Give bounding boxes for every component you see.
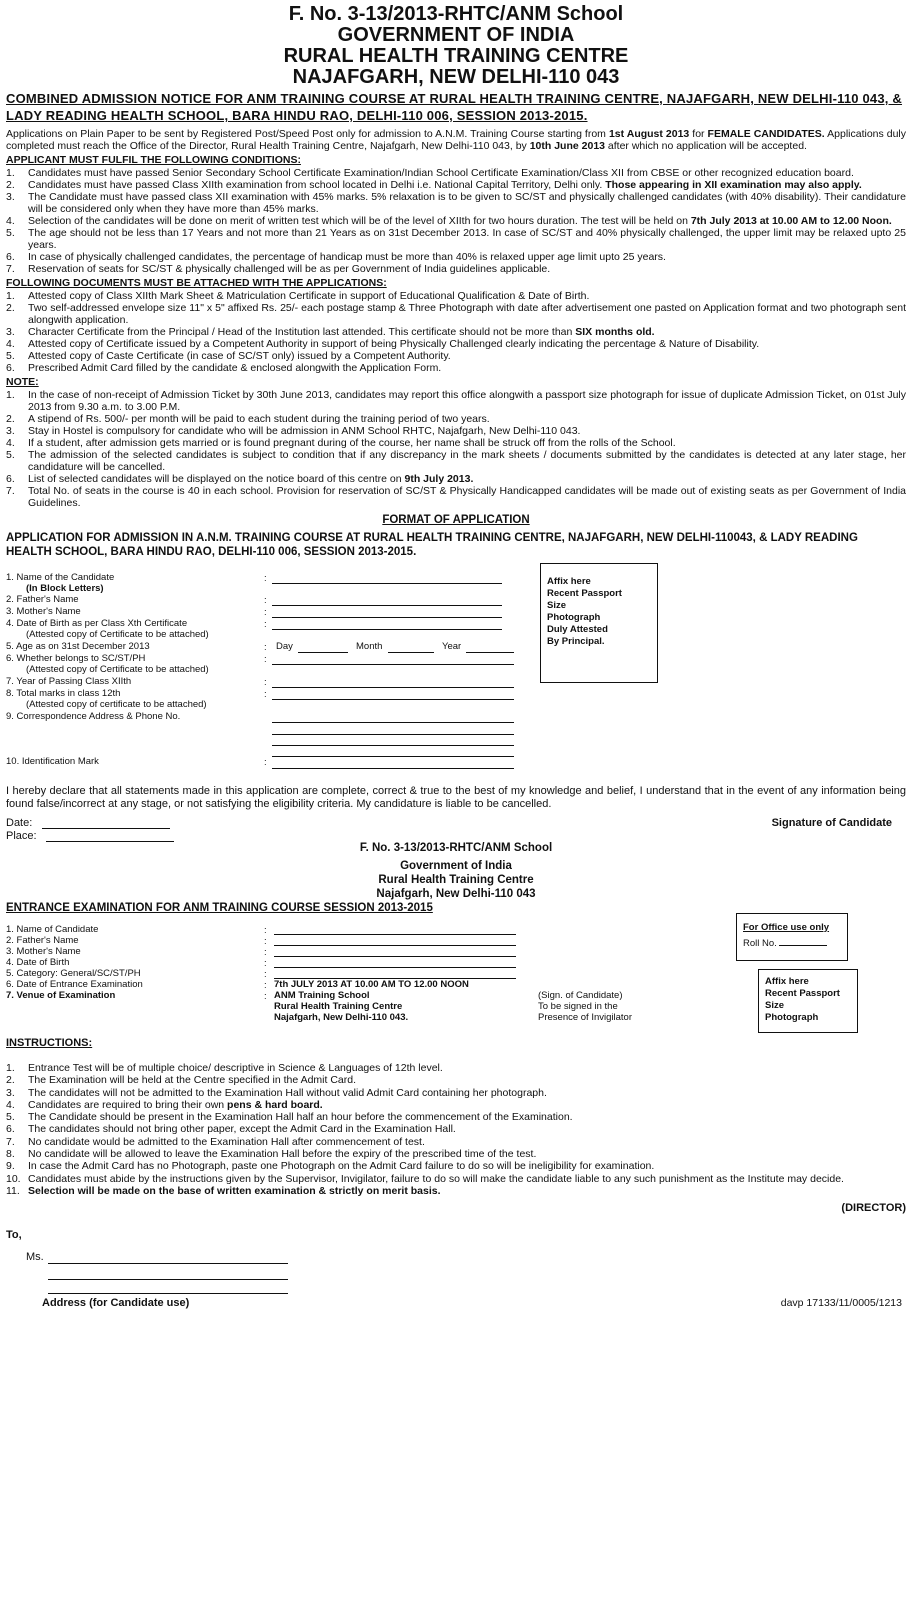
colon: : (264, 619, 267, 630)
intro-deadline: 10th June 2013 (529, 140, 605, 152)
photo-box-text (547, 576, 651, 648)
admit-field-label: 6. Date of Entrance Examination (6, 979, 143, 990)
field-label: 1. Name of the Candidate (6, 572, 115, 583)
admit-photo-box-line: Photograph (765, 1012, 819, 1023)
year-passing-input-line[interactable] (272, 687, 514, 688)
item-number: 3. (6, 425, 15, 437)
place-heading: NAJAFGARH, NEW DELHI-110 043 (292, 66, 620, 88)
admit-field-label: 2. Father's Name (6, 935, 79, 946)
admit-photo-box-line: Affix here (765, 976, 809, 987)
candidate-sign-label: (Sign. of Candidate) (538, 990, 623, 1001)
date-input-line[interactable] (42, 828, 170, 829)
notice-title: COMBINED ADMISSION NOTICE FOR ANM TRAINING COURSE AT RURAL HEALTH TRAINING CENTRE, NAJAFGARH, NEW DELHI-110 043, & LADY READING HEALTH SCHOOL, BARA HINDU RAO, DELHI-110 006, SESSION 2013-2015. (6, 91, 903, 123)
item-text: In the case of non-receipt of Admission Ticket by 30th June 2013, candidates may report this office alongwith a passport size photograph for issue of duplicate Admission Ticket, on 01st July 2013 from 9.30 a.m. to 3.00 P.M. (28, 389, 906, 413)
identification-input-line[interactable] (272, 768, 514, 769)
address-input-line[interactable] (272, 734, 514, 735)
colon: : (264, 677, 267, 688)
field-label: 2. Father's Name (6, 594, 79, 605)
field-label: 10. Identification Mark (6, 756, 99, 767)
intro-text: for (689, 128, 708, 140)
admit-field-label: 7. Venue of Examination (6, 990, 116, 1001)
item-text: Candidates are required to bring their own (28, 1098, 228, 1111)
colon: : (264, 573, 267, 584)
field-label: (Attested copy of certificate to be attached) (26, 699, 207, 710)
admit-place: Najafgarh, New Delhi-110 043 (376, 888, 536, 900)
address-input-line[interactable] (272, 756, 514, 757)
item-text: Attested copy of Class XIIth Mark Sheet & Matriculation Certificate in support of Educational Qualification & Date of Birth. (28, 290, 590, 302)
list-item (6, 215, 906, 227)
list-item (6, 1160, 906, 1172)
office-use-box (736, 913, 848, 961)
format-heading: FORMAT OF APPLICATION (382, 514, 530, 526)
venue-line: Najafgarh, New Delhi-110 043. (274, 1012, 409, 1023)
place-label: Place: (6, 830, 37, 842)
notice-page (6, 4, 906, 1309)
admit-field-label: 4. Date of Birth (6, 957, 70, 968)
intro-text: after which no application will be accepted. (605, 140, 807, 152)
list-item (6, 338, 906, 350)
documents-list (6, 290, 906, 374)
admit-dob-line[interactable] (274, 967, 516, 968)
director-label: (DIRECTOR) (841, 1202, 906, 1215)
day-input-line[interactable] (298, 652, 348, 653)
list-item (6, 167, 906, 179)
address-block (6, 1229, 906, 1309)
field-label: (Attested copy of Certificate to be attached) (26, 664, 209, 675)
field-label: (In Block Letters) (26, 583, 104, 594)
roll-no-label: Roll No. (743, 938, 777, 949)
admit-centre: Rural Health Training Centre (378, 874, 534, 886)
instructions-list (6, 1062, 906, 1197)
item-text: No candidate will be allowed to leave the Examination Hall before the expiry of the prescribed time of the test. (28, 1148, 537, 1161)
list-item (6, 389, 906, 413)
intro-text: Applications on Plain Paper to be sent by Registered Post/Speed Post only for admission to A.N.M. Training Course starting from (6, 128, 609, 140)
item-text: Selection of the candidates will be done on merit of written test which will be of the level of XIIth for two hours duration. The test will be held on (28, 215, 691, 227)
list-item (6, 302, 906, 326)
list-item (6, 473, 906, 485)
item-bold-text: 7th July 2013 at 10.00 AM to 12.00 Noon. (690, 215, 892, 227)
photo-box-line: Duly Attested (547, 624, 608, 635)
field-label: 3. Mother's Name (6, 606, 81, 617)
photo-box (540, 563, 658, 683)
item-text: No candidate would be admitted to the Examination Hall after commencement of test. (28, 1135, 425, 1148)
item-text: The Candidate must have passed class XII examination with 45% marks. 5% relaxation is to be given to SC/ST and physically challenged candidates (with 40% disability). Their candidature will be considered only when they have more than 45% marks. (28, 191, 906, 215)
item-number: 2. (6, 413, 15, 425)
year-input-line[interactable] (466, 652, 514, 653)
photo-box-line: Affix here (547, 576, 591, 587)
documents-heading: FOLLOWING DOCUMENTS MUST BE ATTACHED WITH THE APPLICATIONS: (6, 277, 387, 289)
item-bold-text: Selection will be made on the base of written examination & strictly on merit basis. (28, 1184, 441, 1197)
colon: : (264, 595, 267, 606)
item-number: 1. (6, 389, 15, 401)
item-text: The candidates should not bring other paper, except the Admit Card in the Examination Hall. (28, 1123, 456, 1136)
centre-heading: RURAL HEALTH TRAINING CENTRE (283, 45, 629, 67)
intro-text: Applications duly completed must reach the Office of the Director, Rural Health Training Centre, Najafgarh, New Delhi-110 043, by (6, 128, 907, 152)
item-number: 5. (6, 1111, 15, 1124)
date-place-block (6, 817, 906, 847)
item-text: Prescribed Admit Card filled by the candidate & enclosed alongwith the Application Form. (28, 362, 442, 374)
item-text: In case the Admit Card has no Photograph, paste one Photograph on the Admit Card failure to do so will be ineligibility for examination. (28, 1160, 655, 1173)
marks-input-line[interactable] (272, 699, 514, 700)
item-number: 6. (6, 473, 15, 485)
item-text: Character Certificate from the Principal / Head of the Institution last attended. This certificate should not be more than (28, 326, 576, 338)
declaration: I hereby declare that all statements made in this application are complete, correct & true to the best of my knowledge and belief, I understand that in the event of any information being found false/incorrect at any stage, or not satisfying the eligibility criteria. My candidature is liable to be cancelled. (6, 785, 906, 810)
item-text: Two self-addressed envelope size 11" x 5" affixed Rs. 25/- each postage stamp & Three Photograph with date after advertisement one pasted on Application format and two photograph sent alongwith application. (28, 302, 906, 326)
month-input-line[interactable] (388, 652, 434, 653)
list-item (6, 1087, 906, 1099)
admit-photo-box-line: Recent Passport (765, 988, 840, 999)
item-number: 2. (6, 1074, 15, 1087)
davp-code: davp 17133/11/0005/1213 (780, 1297, 902, 1310)
address-input-line[interactable] (272, 722, 514, 723)
colon: : (264, 969, 267, 980)
photo-box-line: Size (547, 600, 567, 611)
admit-photo-text (765, 976, 851, 1024)
item-number: 10. (6, 1172, 21, 1185)
note-heading: NOTE: (6, 376, 39, 388)
colon: : (264, 947, 267, 958)
item-text: The age should not be less than 17 Years and not more than 21 Years as on 31st December 2013. In case of SC/ST and 40% physically challenged, the upper limit may be relaxed upto 25 years. (28, 227, 906, 251)
list-item (6, 1074, 906, 1086)
item-number: 1. (6, 290, 15, 302)
colon: : (264, 689, 267, 700)
mother-input-line[interactable] (272, 617, 502, 618)
colon: : (264, 991, 267, 1002)
item-bold-text: SIX months old. (575, 326, 655, 338)
field-label: 7. Year of Passing Class XIIth (6, 676, 132, 687)
list-item (6, 1111, 906, 1123)
venue-line: Rural Health Training Centre (274, 1001, 403, 1012)
list-item (6, 290, 906, 302)
day-label: Day (276, 641, 293, 652)
admit-title: ENTRANCE EXAMINATION FOR ANM TRAINING COURSE SESSION 2013-2015 (6, 902, 433, 914)
instructions-heading: INSTRUCTIONS: (6, 1037, 93, 1049)
list-item (6, 350, 906, 362)
address-line[interactable] (48, 1279, 288, 1280)
item-text: Attested copy of Certificate issued by a Competent Authority in support of being Physically Challenged clearly indicating the percentage & Nature of Disability. (28, 338, 760, 350)
item-text: The admission of the selected candidates is subject to condition that if any discrepancy in the mark sheets / documents submitted by the candidates is detected at any later stage, her candidature will be cancelled. (28, 449, 906, 473)
intro-start-date: 1st August 2013 (608, 128, 690, 140)
item-number: 4. (6, 437, 15, 449)
category-input-line[interactable] (272, 664, 514, 665)
address-input-line[interactable] (272, 745, 514, 746)
colon: : (264, 958, 267, 969)
intro-female: FEMALE CANDIDATES. (707, 128, 825, 140)
item-text: Candidates must abide by the instructions given by the Supervisor, Invigilator, failure to do so will make the candidate liable to any such punishment as the Institute may decide. (28, 1172, 844, 1185)
admit-photo-box (758, 969, 858, 1033)
month-label: Month (356, 641, 383, 652)
item-text: In case of physically challenged candidates, the percentage of handicap must be more than 40% is relaxed upper age limit upto 25 years. (28, 251, 666, 263)
item-number: 3. (6, 191, 15, 203)
list-item (6, 251, 906, 263)
item-number: 7. (6, 1135, 15, 1148)
list-item (6, 191, 906, 215)
note-list (6, 389, 906, 509)
list-item (6, 326, 906, 338)
admit-mother-line[interactable] (274, 956, 516, 957)
to-label: To, (6, 1229, 22, 1242)
list-item (6, 227, 906, 251)
admit-gov: Government of India (400, 860, 512, 872)
item-number: 3. (6, 326, 15, 338)
item-number: 6. (6, 362, 15, 374)
list-item (6, 362, 906, 374)
list-item (6, 1148, 906, 1160)
colon: : (264, 980, 267, 991)
address-line[interactable] (48, 1263, 288, 1264)
father-input-line[interactable] (272, 605, 502, 606)
colon: : (264, 607, 267, 618)
item-number: 6. (6, 1123, 15, 1136)
name-input-line[interactable] (272, 583, 502, 584)
list-item (6, 485, 906, 509)
photo-box-line: Recent Passport (547, 588, 622, 599)
item-text: Stay in Hostel is compulsory for candidate who will be admission in ANM School RHTC, Najafgarh, New Delhi-110 043. (28, 425, 581, 437)
item-text: Entrance Test will be of multiple choice/ descriptive in Science & Languages of 12th level. (28, 1062, 443, 1074)
item-number: 5. (6, 350, 15, 362)
field-label: 4. Date of Birth as per Class Xth Certificate (6, 618, 188, 629)
application-title: APPLICATION FOR ADMISSION IN A.N.M. TRAINING COURSE AT RURAL HEALTH TRAINING CENTRE, NAJAFGARH, NEW DELHI-110043, & LADY READING HEALTH SCHOOL, BARA HINDU RAO, DELHI-110 006, SESSION 2013-2015. (6, 532, 858, 558)
item-number: 6. (6, 251, 15, 263)
item-text: A stipend of Rs. 500/- per month will be paid to each student during the training period of two years. (28, 413, 490, 425)
intro-paragraph (6, 128, 906, 152)
admit-file-number: F. No. 3-13/2013-RHTC/ANM School (359, 842, 553, 854)
item-bold-text: pens & hard board. (227, 1098, 323, 1111)
application-form (6, 573, 906, 783)
admit-father-line[interactable] (274, 945, 516, 946)
item-text: If a student, after admission gets married or is found pregnant during of the course, her name shall be struck off from the rolls of the School. (28, 437, 676, 449)
year-label: Year (442, 641, 462, 652)
item-number: 7. (6, 263, 15, 275)
candidate-sign-label: To be signed in the (538, 1001, 618, 1012)
item-number: 5. (6, 449, 15, 461)
colon: : (264, 936, 267, 947)
item-number: 11. (6, 1184, 20, 1197)
admit-name-line[interactable] (274, 934, 516, 935)
place-input-line[interactable] (46, 841, 174, 842)
item-number: 4. (6, 215, 15, 227)
item-text: Reservation of seats for SC/ST & physically challenged will be as per Government of India guidelines applicable. (28, 263, 551, 275)
list-item (6, 425, 906, 437)
item-text: Candidates must have passed Class XIIth examination from school located in Delhi i.e. National Capital Territory, Delhi only. (28, 179, 606, 191)
admit-card-form (6, 921, 906, 1036)
roll-no-line[interactable] (779, 936, 827, 946)
list-item (6, 179, 906, 191)
item-number: 3. (6, 1086, 15, 1099)
photo-box-line: Photograph (547, 612, 601, 623)
colon: : (264, 925, 267, 936)
list-item (6, 413, 906, 425)
item-number: 8. (6, 1148, 15, 1161)
item-text: The Examination will be held at the Centre specified in the Admit Card. (28, 1074, 357, 1087)
exam-date: 7th JULY 2013 AT 10.00 AM TO 12.00 NOON (274, 979, 469, 990)
colon: : (264, 654, 267, 665)
item-bold-text: Those appearing in XII examination may also apply. (605, 179, 862, 191)
item-number: 1. (6, 167, 15, 179)
admit-field-label: 3. Mother's Name (6, 946, 81, 957)
item-number: 4. (6, 1098, 15, 1111)
list-item (6, 437, 906, 449)
admit-photo-box-line: Size (765, 1000, 785, 1011)
field-label: 5. Age as on 31st December 2013 (6, 641, 150, 652)
item-number: 7. (6, 485, 15, 497)
item-number: 5. (6, 227, 15, 239)
gov-heading: GOVERNMENT OF INDIA (337, 24, 575, 46)
signature-label: Signature of Candidate (771, 817, 892, 829)
list-item (6, 263, 906, 275)
date-label: Date: (6, 817, 33, 829)
ms-label: Ms. (26, 1251, 44, 1264)
address-label: Address (for Candidate use) (42, 1297, 190, 1310)
colon: : (264, 642, 267, 653)
list-item (6, 449, 906, 473)
item-number: 9. (6, 1160, 15, 1173)
conditions-list (6, 167, 906, 275)
item-text: The Candidate should be present in the Examination Hall half an hour before the commencement of the Examination. (28, 1111, 573, 1124)
item-text: Total No. of seats in the course is 40 in each school. Provision for reservation of SC/ST & Physically Handicapped candidates will be made out of existing seats as per Government of India Guidelines. (28, 485, 906, 509)
conditions-heading: APPLICANT MUST FULFIL THE FOLLOWING CONDITIONS: (6, 154, 301, 166)
address-line[interactable] (48, 1293, 288, 1294)
office-use-title: For Office use only (743, 922, 830, 933)
list-item (6, 1062, 906, 1074)
list-item (6, 1173, 906, 1185)
item-number: 4. (6, 338, 15, 350)
list-item (6, 1123, 906, 1135)
venue-line: ANM Training School (274, 990, 370, 1001)
admit-field-label: 5. Category: General/SC/ST/PH (6, 968, 141, 979)
candidate-sign-label: Presence of Invigilator (538, 1012, 632, 1023)
item-bold-text: 9th July 2013. (404, 473, 474, 485)
field-label: 8. Total marks in class 12th (6, 688, 121, 699)
list-item (6, 1099, 906, 1111)
field-label: 9. Correspondence Address & Phone No. (6, 711, 181, 722)
field-label: (Attested copy of Certificate to be attached) (26, 629, 209, 640)
list-item (6, 1185, 906, 1197)
item-text: The candidates will not be admitted to the Examination Hall without valid Admit Card containing her photograph. (28, 1086, 547, 1099)
item-text: List of selected candidates will be displayed on the notice board of this centre on (28, 473, 405, 485)
admit-field-label: 1. Name of Candidate (6, 924, 99, 935)
item-text: Candidates must have passed Senior Secondary School Certificate Examination/Indian School Certificate Examination/Class XII from CBSE or other recognized education board. (28, 167, 854, 179)
item-number: 2. (6, 179, 15, 191)
item-number: 1. (6, 1062, 15, 1074)
dob-input-line[interactable] (272, 629, 502, 630)
item-text: Attested copy of Caste Certificate (in case of SC/ST only) issued by a Competent Authority. (28, 350, 451, 362)
photo-box-line: By Principal. (547, 636, 605, 647)
field-label: 6. Whether belongs to SC/ST/PH (6, 653, 146, 664)
list-item (6, 1136, 906, 1148)
colon: : (264, 757, 267, 768)
item-number: 2. (6, 302, 15, 314)
roll-no-row (743, 936, 841, 950)
file-number: F. No. 3-13/2013-RHTC/ANM School (288, 3, 624, 25)
